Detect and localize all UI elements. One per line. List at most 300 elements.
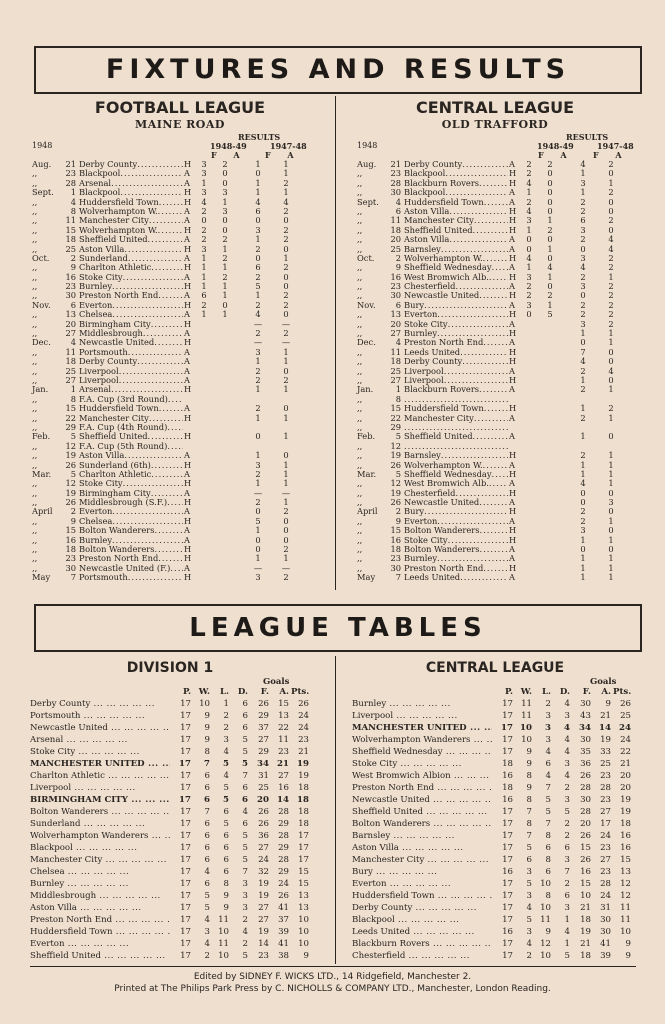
fixture-prev-for: 1 (580, 403, 586, 414)
fixture-venue: H (509, 271, 517, 282)
fixture-opponent: Sheffield Wednesday ..... (404, 263, 508, 272)
fixture-prev-for: 2 (580, 309, 586, 320)
table-row (352, 770, 642, 782)
fixture-month: Aug. (357, 159, 377, 169)
team-name: Portsmouth ... (30, 710, 170, 722)
fixture-prev-against: 1 (608, 534, 614, 545)
team-p: 17 (502, 891, 513, 901)
fixture-prev-for: 0 (255, 431, 261, 442)
fixture-opponent: Portsmouth ..... (79, 573, 183, 582)
fixture-prev-for: 2 (580, 384, 586, 395)
fixture-venue: H (184, 337, 192, 348)
fixture-prev-against: 2 (608, 309, 614, 320)
fixture-opponent: F.A. Cup (3rd Round) ..... (79, 395, 183, 404)
fixture-day: 27 (65, 328, 76, 339)
team-f: 18 (580, 915, 591, 925)
team-a: 30 (600, 915, 611, 925)
fixture-prev-for: 3 (255, 346, 261, 357)
fixture-prev-against: 0 (608, 205, 614, 216)
team-d: 6 (242, 711, 248, 721)
team-name: Leeds United ... (352, 926, 492, 938)
fixture-opponent: F.A. Cup (5th Round) ..... (79, 442, 183, 451)
fixture-prev-against: 1 (283, 468, 289, 479)
fixture-venue: H (184, 497, 192, 508)
team-d: 3 (564, 711, 570, 721)
fixture-month: ,, (32, 421, 38, 432)
team-pts: 26 (620, 699, 631, 709)
team-pts: 10 (298, 927, 309, 937)
fixture-prev-against: 0 (283, 403, 289, 414)
fixture-prev-against: 1 (608, 553, 614, 564)
table-row (30, 758, 320, 770)
team-d: 2 (564, 831, 570, 841)
fixture-prev-against: 0 (283, 215, 289, 226)
fixture-row (357, 573, 657, 582)
col-header-a: A. (279, 687, 289, 697)
fixture-opponent: Sheffield United ..... (404, 432, 508, 441)
team-w: 6 (526, 855, 532, 865)
team-l: 5 (223, 819, 229, 829)
team-a: 28 (278, 831, 289, 841)
fixture-month: ,, (357, 478, 363, 489)
fixture-prev-for: 0 (255, 544, 261, 555)
team-l: 7 (545, 783, 551, 793)
fixture-month: Sept. (32, 187, 54, 198)
team-name: Stoke City ... (352, 758, 492, 770)
team-w: 5 (204, 891, 210, 901)
fixture-result-against: 1 (547, 299, 553, 310)
team-f: 37 (258, 723, 269, 733)
table-header (30, 686, 320, 698)
team-l: 9 (223, 891, 229, 901)
table-row (30, 734, 320, 746)
fixture-month: ,, (32, 224, 38, 235)
div1-header-row (30, 686, 320, 698)
fixture-result-against: 1 (547, 215, 553, 226)
fixture-result-for: 0 (201, 215, 207, 226)
table-row (352, 830, 642, 842)
fixture-prev-for: 0 (580, 243, 586, 254)
fixture-opponent: Leeds United ..... (404, 573, 508, 582)
team-a: 23 (600, 771, 611, 781)
fixture-result-against: 2 (547, 224, 553, 235)
team-l: 9 (223, 903, 229, 913)
team-f: 29 (258, 711, 269, 721)
team-name: Newcastle United ... (352, 794, 492, 806)
table-row (30, 698, 320, 710)
team-f: 43 (580, 711, 591, 721)
fixture-result-against: 2 (547, 290, 553, 301)
fixture-venue: H (509, 534, 517, 545)
fixture-venue: H (184, 431, 192, 442)
fixture-venue: H (509, 215, 517, 226)
fixture-month: ,, (32, 243, 38, 254)
fixture-prev-against: 0 (608, 346, 614, 357)
fixture-day: 12 (65, 478, 76, 489)
team-a: 17 (600, 819, 611, 829)
fixture-prev-for: 2 (580, 205, 586, 216)
fixture-opponent: Blackburn Rovers ..... (404, 385, 508, 394)
fixture-prev-for: 2 (580, 515, 586, 526)
team-f: 26 (258, 819, 269, 829)
team-name: Sheffield United ... (30, 950, 170, 962)
fl-season-a: 1948-49 (210, 141, 247, 151)
fixture-prev-for: 4 (580, 478, 586, 489)
fixture-prev-for: 1 (255, 384, 261, 395)
team-pts: 24 (298, 711, 309, 721)
team-w: 7 (204, 759, 210, 769)
fixture-month: ,, (357, 459, 363, 470)
fixture-venue: A (509, 196, 515, 207)
fixture-prev-for: 4 (580, 356, 586, 367)
team-a: 28 (278, 855, 289, 865)
fixture-venue: H (509, 562, 517, 573)
team-p: 17 (180, 783, 191, 793)
fixture-day: 4 (395, 196, 401, 207)
team-f: 19 (258, 891, 269, 901)
fixture-venue: A (509, 299, 515, 310)
team-p: 16 (502, 795, 513, 805)
fixture-opponent: Derby County ..... (79, 357, 183, 366)
fixture-month: Oct. (357, 252, 375, 263)
fixture-opponent: Wolverhampton W. ..... (79, 226, 183, 235)
team-w: 9 (526, 783, 532, 793)
fixture-result-against: 1 (222, 281, 228, 292)
fixture-month: ,, (32, 562, 38, 573)
fixture-venue: H (184, 412, 192, 423)
team-f: 25 (258, 783, 269, 793)
fixture-day: 2 (395, 252, 401, 263)
fixture-prev-against: 0 (608, 224, 614, 235)
fixture-opponent: Wolverhampton W. ..... (404, 254, 508, 263)
fixture-month: Aug. (32, 159, 52, 169)
fixture-prev-for: 1 (255, 177, 261, 188)
fixture-prev-for: 0 (580, 487, 586, 498)
team-d: 6 (242, 819, 248, 829)
fixture-venue: A (509, 459, 515, 470)
table-row (30, 878, 320, 890)
fixture-venue: A (184, 534, 190, 545)
team-d: 4 (564, 771, 570, 781)
team-f: 28 (580, 783, 591, 793)
fixture-result-against: 5 (547, 309, 553, 320)
team-name: Manchester City ... (30, 854, 170, 866)
fixture-day: 19 (65, 450, 76, 461)
team-d: 2 (242, 939, 248, 949)
fixture-month: ,, (357, 553, 363, 564)
table-row (352, 890, 642, 902)
fixture-opponent: Liverpool ..... (404, 367, 508, 376)
team-a: 38 (278, 951, 289, 961)
fixture-result-against: 0 (222, 177, 228, 188)
fixture-day: 23 (65, 281, 76, 292)
team-d: 3 (564, 759, 570, 769)
fixture-month: ,, (32, 403, 38, 414)
team-d: 6 (564, 843, 570, 853)
fixture-prev-for: 1 (580, 328, 586, 339)
team-pts: 20 (620, 783, 631, 793)
fixture-venue: A (184, 403, 190, 414)
team-d: 3 (242, 879, 248, 889)
table-row (352, 806, 642, 818)
fixture-venue: A (184, 450, 190, 461)
fixture-venue: H (509, 290, 517, 301)
central-league-title: CENTRAL LEAGUE (415, 98, 574, 117)
table-row (30, 902, 320, 914)
team-f: 10 (580, 891, 591, 901)
team-w: 4 (204, 915, 210, 925)
fixture-prev-against: 0 (283, 515, 289, 526)
team-name: Derby County ... (30, 698, 170, 710)
fixture-prev-against: 0 (283, 243, 289, 254)
fixture-result-for: 4 (526, 205, 532, 216)
team-name: Stoke City ... (30, 746, 170, 758)
team-p: 17 (502, 699, 513, 709)
fixture-prev-against: 2 (283, 177, 289, 188)
team-p: 17 (502, 735, 513, 745)
fixture-month: ,, (357, 328, 363, 339)
team-f: 18 (580, 951, 591, 961)
team-d: 5 (242, 855, 248, 865)
team-pts: 12 (620, 879, 631, 889)
team-l: 3 (545, 735, 551, 745)
fixture-month: ,, (357, 393, 363, 404)
team-name: Barnsley ... (352, 830, 492, 842)
fixture-month: ,, (32, 487, 38, 498)
team-pts: 15 (620, 855, 631, 865)
fixture-day: 9 (395, 262, 401, 273)
fixture-venue: A (509, 431, 515, 442)
fixture-opponent: Blackpool ..... (79, 188, 183, 197)
team-l: 9 (545, 927, 551, 937)
team-f: 21 (580, 903, 591, 913)
fixture-prev-for: — (253, 487, 263, 498)
fixture-day: 8 (70, 205, 76, 216)
team-f: 16 (580, 867, 591, 877)
team-p: 17 (180, 807, 191, 817)
team-pts: 18 (298, 807, 309, 817)
team-p: 17 (180, 951, 191, 961)
fixture-opponent: Sheffield United ..... (404, 226, 508, 235)
fixture-month: ,, (357, 243, 363, 254)
fixture-day: 15 (65, 224, 76, 235)
fixture-prev-for: 0 (255, 215, 261, 226)
team-a: 37 (278, 915, 289, 925)
fixture-day: 23 (65, 553, 76, 564)
team-w: 3 (526, 891, 532, 901)
fixture-venue: H (184, 187, 192, 198)
fixture-prev-against: 1 (283, 459, 289, 470)
fixture-day: 1 (70, 187, 76, 198)
team-w: 6 (204, 879, 210, 889)
fixture-prev-for: 6 (255, 262, 261, 273)
fixture-prev-for: 1 (255, 159, 261, 169)
fixture-month: ,, (357, 215, 363, 226)
fixture-result-for: 4 (201, 196, 207, 207)
fixture-day: 15 (65, 525, 76, 536)
fixture-month: ,, (357, 421, 363, 432)
fixture-venue: H (184, 459, 192, 470)
fixture-opponent: Burnley ..... (79, 282, 183, 291)
fixture-prev-for: 1 (255, 450, 261, 461)
fixture-result-for: 1 (526, 262, 532, 273)
fixture-venue: H (509, 450, 517, 461)
fixture-prev-against: 2 (608, 281, 614, 292)
fixture-venue: A (509, 412, 515, 423)
fixture-opponent: Aston Villa ..... (79, 451, 183, 460)
fixture-row (32, 573, 332, 582)
football-league-fixtures (32, 160, 332, 583)
fixture-month: ,, (32, 534, 38, 545)
team-p: 17 (180, 927, 191, 937)
team-pts: 9 (303, 951, 309, 961)
fixture-opponent: Newcastle United (F.) ..... (79, 564, 183, 573)
fixture-opponent: Bolton Wanderers ..... (404, 526, 508, 535)
fixture-prev-for: 6 (580, 215, 586, 226)
fixture-venue: H (509, 506, 517, 517)
team-a: 19 (600, 735, 611, 745)
fixture-result-for: 2 (526, 290, 532, 301)
fixture-venue: A (184, 468, 190, 479)
fixture-month: Jan. (32, 384, 49, 395)
fixture-prev-against: 2 (283, 544, 289, 555)
fixture-row (32, 432, 332, 441)
team-p: 17 (502, 711, 513, 721)
table-row (30, 806, 320, 818)
fixture-prev-for: 0 (255, 168, 261, 179)
fixture-opponent: Barnsley ..... (404, 245, 508, 254)
fixture-venue: A (509, 515, 515, 526)
fixture-prev-against: 1 (608, 459, 614, 470)
fixture-month: ,, (32, 497, 38, 508)
fixture-day: 30 (390, 187, 401, 198)
fixture-day: 2 (70, 252, 76, 263)
table-row (30, 746, 320, 758)
fixture-venue: H (184, 515, 192, 526)
fixture-prev-against: 4 (283, 196, 289, 207)
fixture-venue: A (184, 168, 190, 179)
team-pts: 20 (620, 771, 631, 781)
fixture-prev-against: 2 (283, 328, 289, 339)
team-pts: 26 (298, 699, 309, 709)
fixture-prev-against: 1 (283, 497, 289, 508)
team-pts: 17 (298, 855, 309, 865)
fixture-result-for: 6 (201, 290, 207, 301)
team-f: 30 (580, 699, 591, 709)
fixture-month: ,, (357, 440, 363, 451)
fixture-result-against: 1 (547, 243, 553, 254)
fixture-day: 12 (65, 440, 76, 451)
team-pts: 11 (620, 903, 631, 913)
central-table-title: CENTRAL LEAGUE (425, 660, 565, 676)
fixture-opponent: Manchester City ..... (79, 216, 183, 225)
fixture-opponent: Liverpool ..... (79, 367, 183, 376)
fixture-prev-for: 2 (255, 497, 261, 508)
team-f: 15 (580, 843, 591, 853)
fixture-day: 5 (395, 431, 401, 442)
tables-divider (335, 656, 336, 964)
team-f: 21 (580, 939, 591, 949)
team-w: 11 (521, 711, 532, 721)
fixture-prev-for: 0 (580, 544, 586, 555)
fixture-month: ,, (32, 478, 38, 489)
fixture-day: 22 (65, 412, 76, 423)
fixture-prev-for: 2 (255, 299, 261, 310)
team-w: 9 (204, 711, 210, 721)
fixture-prev-for: 0 (255, 506, 261, 517)
fixture-prev-against: 0 (283, 365, 289, 376)
team-pts: 19 (620, 795, 631, 805)
fixture-prev-for: 2 (580, 196, 586, 207)
fixture-day: 27 (390, 328, 401, 339)
fixture-month: ,, (357, 168, 363, 179)
fixture-prev-for: 5 (255, 515, 261, 526)
fixture-result-against: 0 (547, 187, 553, 198)
fixture-venue: H (509, 328, 517, 339)
team-d: 5 (242, 747, 248, 757)
team-p: 16 (502, 771, 513, 781)
fixture-prev-against: — (281, 318, 291, 329)
fixture-day: 9 (395, 515, 401, 526)
fixture-venue: H (184, 544, 192, 555)
fixture-venue: H (184, 553, 192, 564)
fixture-month: ,, (357, 403, 363, 414)
fixture-venue: A (509, 318, 515, 329)
fixture-day: 11 (390, 215, 401, 226)
fixture-opponent: Arsenal ..... (79, 385, 183, 394)
fixture-day: 1 (70, 384, 76, 395)
fixture-prev-against: — (281, 562, 291, 573)
team-f: 31 (258, 771, 269, 781)
team-a: 41 (278, 903, 289, 913)
team-name: MANCHESTER UNITED ... (30, 758, 170, 770)
team-pts: 24 (619, 723, 631, 733)
team-l: 8 (545, 855, 551, 865)
team-pts: 17 (298, 843, 309, 853)
fixture-result-for: 2 (201, 299, 207, 310)
fixture-prev-against: 2 (608, 187, 614, 198)
division1-title: DIVISION 1 (126, 660, 214, 676)
fixture-result-for: 2 (526, 281, 532, 292)
team-f: 23 (258, 951, 269, 961)
fixture-prev-for: 1 (580, 553, 586, 564)
team-d: 4 (564, 735, 570, 745)
fixture-opponent: Newcastle United ..... (79, 338, 183, 347)
fixture-prev-for: 0 (580, 290, 586, 301)
fixture-day: 5 (395, 468, 401, 479)
fixture-day: 20 (390, 234, 401, 245)
fixture-month: ,, (32, 281, 38, 292)
team-d: 3 (564, 903, 570, 913)
fixture-month: Sept. (357, 196, 379, 207)
team-d: 2 (564, 879, 570, 889)
fixture-venue: H (184, 243, 192, 254)
fixture-result-for: 1 (201, 281, 207, 292)
team-l: 5 (223, 795, 229, 805)
fixture-opponent: Blackpool ..... (404, 188, 508, 197)
fixture-month: Dec. (357, 337, 376, 348)
team-d: 3 (242, 891, 248, 901)
fl-f-a: F A (211, 150, 240, 160)
fixture-venue: A (509, 553, 515, 564)
fixture-result-for: 1 (201, 177, 207, 188)
team-l: 4 (223, 747, 229, 757)
table-row (352, 926, 642, 938)
team-name: Liverpool ... (30, 782, 170, 794)
fixture-venue: A (184, 271, 190, 282)
fixture-venue: H (184, 159, 192, 169)
team-name: Bolton Wanderers ... (352, 818, 492, 830)
